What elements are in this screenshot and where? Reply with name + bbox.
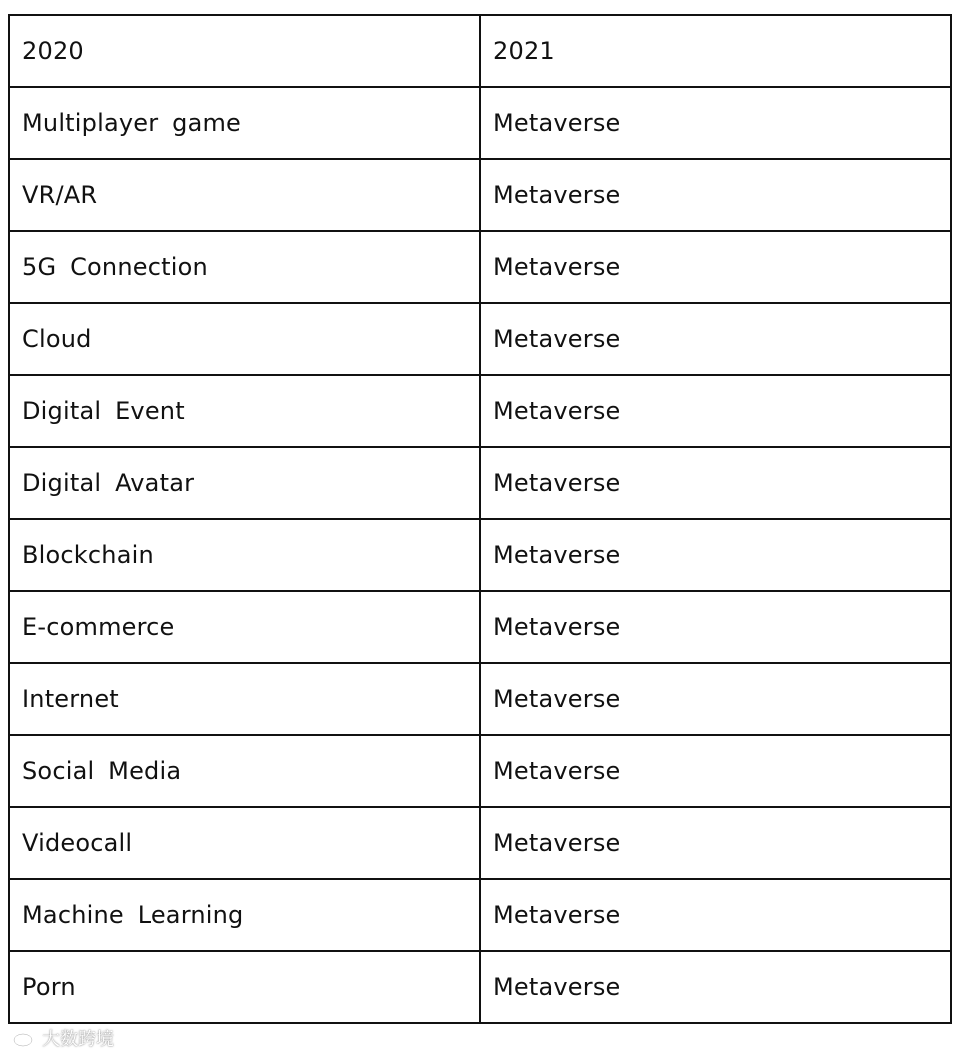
table-row bbox=[9, 663, 951, 735]
table-body bbox=[9, 15, 951, 1023]
cell-2020: Digital Event bbox=[9, 375, 480, 447]
table-row bbox=[9, 519, 951, 591]
cell-2020: Machine Learning bbox=[9, 879, 480, 951]
comparison-table-container bbox=[8, 14, 950, 1024]
table-row bbox=[9, 447, 951, 519]
cell-2021: Metaverse bbox=[480, 159, 951, 231]
cell-2021: Metaverse bbox=[480, 231, 951, 303]
table-row bbox=[9, 735, 951, 807]
table-row bbox=[9, 807, 951, 879]
table-row bbox=[9, 87, 951, 159]
cell-2021: Metaverse bbox=[480, 951, 951, 1023]
cell-2021: Metaverse bbox=[480, 303, 951, 375]
cell-2021: Metaverse bbox=[480, 735, 951, 807]
weibo-logo-icon bbox=[12, 1029, 38, 1047]
cell-2021: Metaverse bbox=[480, 447, 951, 519]
cell-2020: Social Media bbox=[9, 735, 480, 807]
cell-2021: Metaverse bbox=[480, 519, 951, 591]
watermark bbox=[12, 1025, 114, 1051]
cell-2020: VR/AR bbox=[9, 159, 480, 231]
table-header-row bbox=[9, 15, 951, 87]
table-row bbox=[9, 375, 951, 447]
cell-2021: Metaverse bbox=[480, 591, 951, 663]
cell-2020: Porn bbox=[9, 951, 480, 1023]
cell-2021: Metaverse bbox=[480, 807, 951, 879]
table-row bbox=[9, 231, 951, 303]
table-row bbox=[9, 159, 951, 231]
cell-2021: Metaverse bbox=[480, 879, 951, 951]
cell-2020: Videocall bbox=[9, 807, 480, 879]
cell-2021: Metaverse bbox=[480, 375, 951, 447]
cell-2020: 5G Connection bbox=[9, 231, 480, 303]
table-row bbox=[9, 591, 951, 663]
cell-2020: Digital Avatar bbox=[9, 447, 480, 519]
table-row bbox=[9, 879, 951, 951]
cell-2020: Blockchain bbox=[9, 519, 480, 591]
cell-2020: Cloud bbox=[9, 303, 480, 375]
comparison-table bbox=[8, 14, 952, 1024]
cell-2020: Internet bbox=[9, 663, 480, 735]
header-cell-2020: 2020 bbox=[9, 15, 480, 87]
cell-2020: E-commerce bbox=[9, 591, 480, 663]
header-cell-2021: 2021 bbox=[480, 15, 951, 87]
cell-2021: Metaverse bbox=[480, 663, 951, 735]
cell-2020: Multiplayer game bbox=[9, 87, 480, 159]
table-row bbox=[9, 951, 951, 1023]
cell-2021: Metaverse bbox=[480, 87, 951, 159]
watermark-text: 大数跨境 bbox=[42, 1029, 114, 1050]
table-row bbox=[9, 303, 951, 375]
